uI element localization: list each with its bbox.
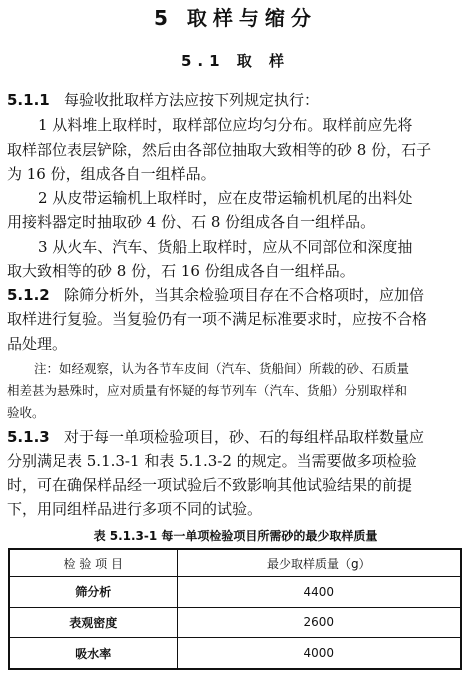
note-line: 验收。 xyxy=(7,405,45,420)
table-header-row xyxy=(9,549,461,577)
row-item: 筛分析 xyxy=(9,577,177,608)
note-line: 注：如经观察，认为各节车皮间（汽车、货船间）所载的砂、石质量 xyxy=(34,361,410,376)
paragraph-line: 取样进行复验。当复验仍有一项不满足标准要求时，应按不合格 xyxy=(7,310,428,328)
clause-number: 5.1.3 xyxy=(7,428,50,446)
row-item: 吸水率 xyxy=(9,638,177,669)
paragraph-line: 3 从火车、汽车、货船上取样时，应从不同部位和深度抽 xyxy=(38,238,413,256)
row-mass: 2600 xyxy=(177,607,461,638)
section-title: 5.1 取 样 xyxy=(180,52,291,70)
paragraph-line: 为 16 份，组成各自一组样品。 xyxy=(7,165,216,183)
clause-5-1-2-first-line xyxy=(7,285,424,305)
row-item: 表观密度 xyxy=(9,607,177,638)
row-mass: 4000 xyxy=(177,638,461,669)
header-item: 检 验 项 目 xyxy=(9,549,177,577)
table-row xyxy=(9,638,461,669)
clause-number: 5.1.1 xyxy=(7,91,50,109)
paragraph-line: 分别满足表 5.1.3-1 和表 5.1.3-2 的规定。当需要做多项检验 xyxy=(7,452,417,470)
clause-text: 对于每一单项检验项目，砂、石的每组样品取样数量应 xyxy=(64,428,425,446)
clause-number: 5.1.2 xyxy=(7,286,50,304)
clause-text: 每验收批取样方法应按下列规定执行： xyxy=(64,91,320,109)
sample-mass-table xyxy=(8,548,462,670)
paragraph-line: 品处理。 xyxy=(7,335,68,353)
paragraph-line: 用接料器定时抽取砂 4 份、石 8 份组成各自一组样品。 xyxy=(7,213,376,231)
paragraph-line: 2 从皮带运输机上取样时，应在皮带运输机机尾的出料处 xyxy=(38,189,413,207)
clause-5-1-1-first-line xyxy=(7,90,319,110)
paragraph-line: 取样部位表层铲除，然后由各部位抽取大致相等的砂 8 份，石子 xyxy=(7,141,432,159)
table-row xyxy=(9,577,461,608)
paragraph-line: 下，用同组样品进行多项不同的试验。 xyxy=(7,500,263,518)
chapter-title: 5 取样与缩分 xyxy=(154,6,317,30)
clause-text: 除筛分析外，当其余检验项目存在不合格项时，应加倍 xyxy=(64,286,425,304)
clause-5-1-3-first-line xyxy=(7,427,424,447)
paragraph-line: 时，可在确保样品经一项试验后不致影响其他试验结果的前提 xyxy=(7,476,413,494)
paragraph-line: 1 从料堆上取样时，取样部位应均匀分布。取样前应先将 xyxy=(38,116,413,134)
header-mass: 最少取样质量（g） xyxy=(177,549,461,577)
note-line: 相差甚为悬殊时，应对质量有怀疑的每节列车（汽车、货船）分别取样和 xyxy=(7,383,408,398)
table-caption: 表 5.1.3-1 每一单项检验项目所需砂的最少取样质量 xyxy=(93,529,378,543)
table-row xyxy=(9,607,461,638)
paragraph-line: 取大致相等的砂 8 份，石 16 份组成各自一组样品。 xyxy=(7,262,355,280)
row-mass: 4400 xyxy=(177,577,461,608)
